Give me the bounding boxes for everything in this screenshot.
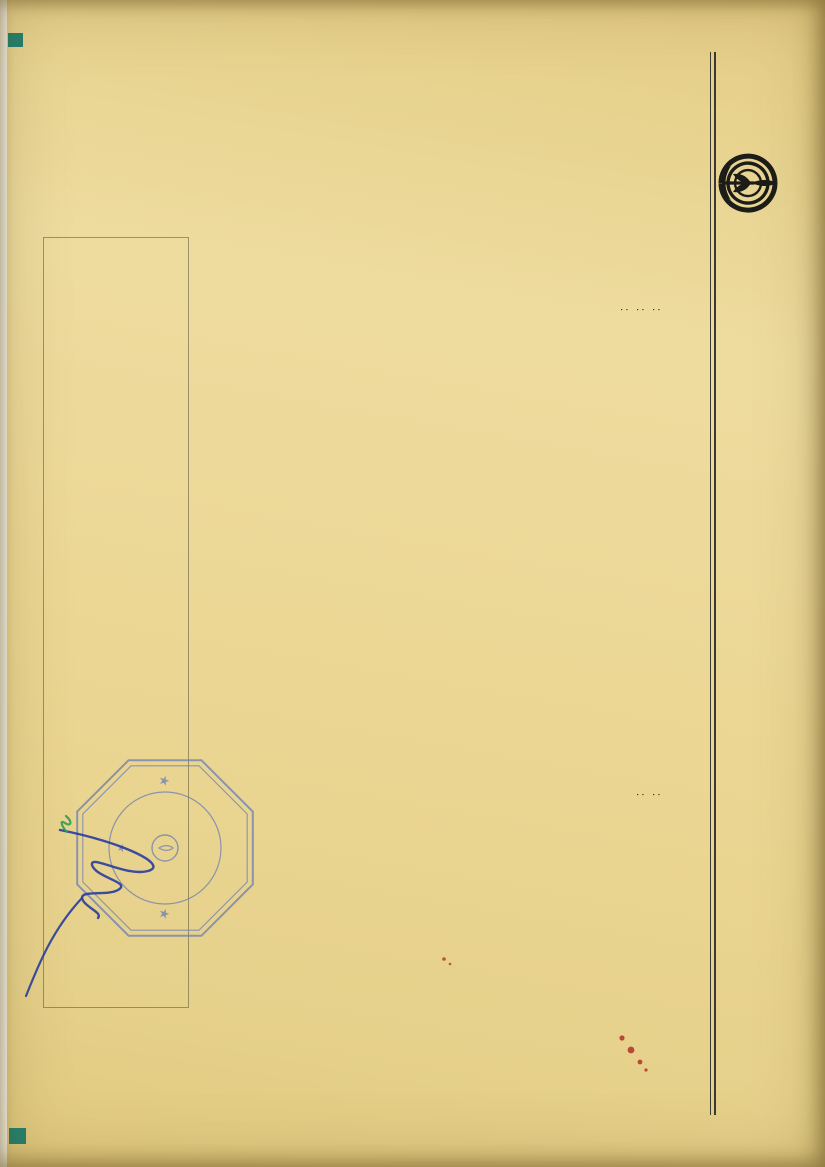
jenis-contoh-row: : [650, 793, 662, 800]
kegiatan-line2: : [634, 308, 646, 315]
kegiatan-line3: : [618, 308, 630, 315]
red-speck-small [438, 952, 456, 970]
signature-ink [10, 770, 210, 1020]
scan-edge-white-strip [0, 0, 7, 1167]
seal-star-right: ★ [157, 908, 172, 920]
kegiatan-line1: : [650, 308, 662, 315]
registration-mark-bottom [9, 1128, 26, 1144]
sumber-contoh-row: : [634, 793, 646, 800]
seal-star-bottom: ★ [115, 843, 127, 853]
seal-star-left: ★ [157, 775, 172, 787]
registration-mark-top [8, 33, 23, 47]
red-ink-specks [610, 1028, 655, 1078]
